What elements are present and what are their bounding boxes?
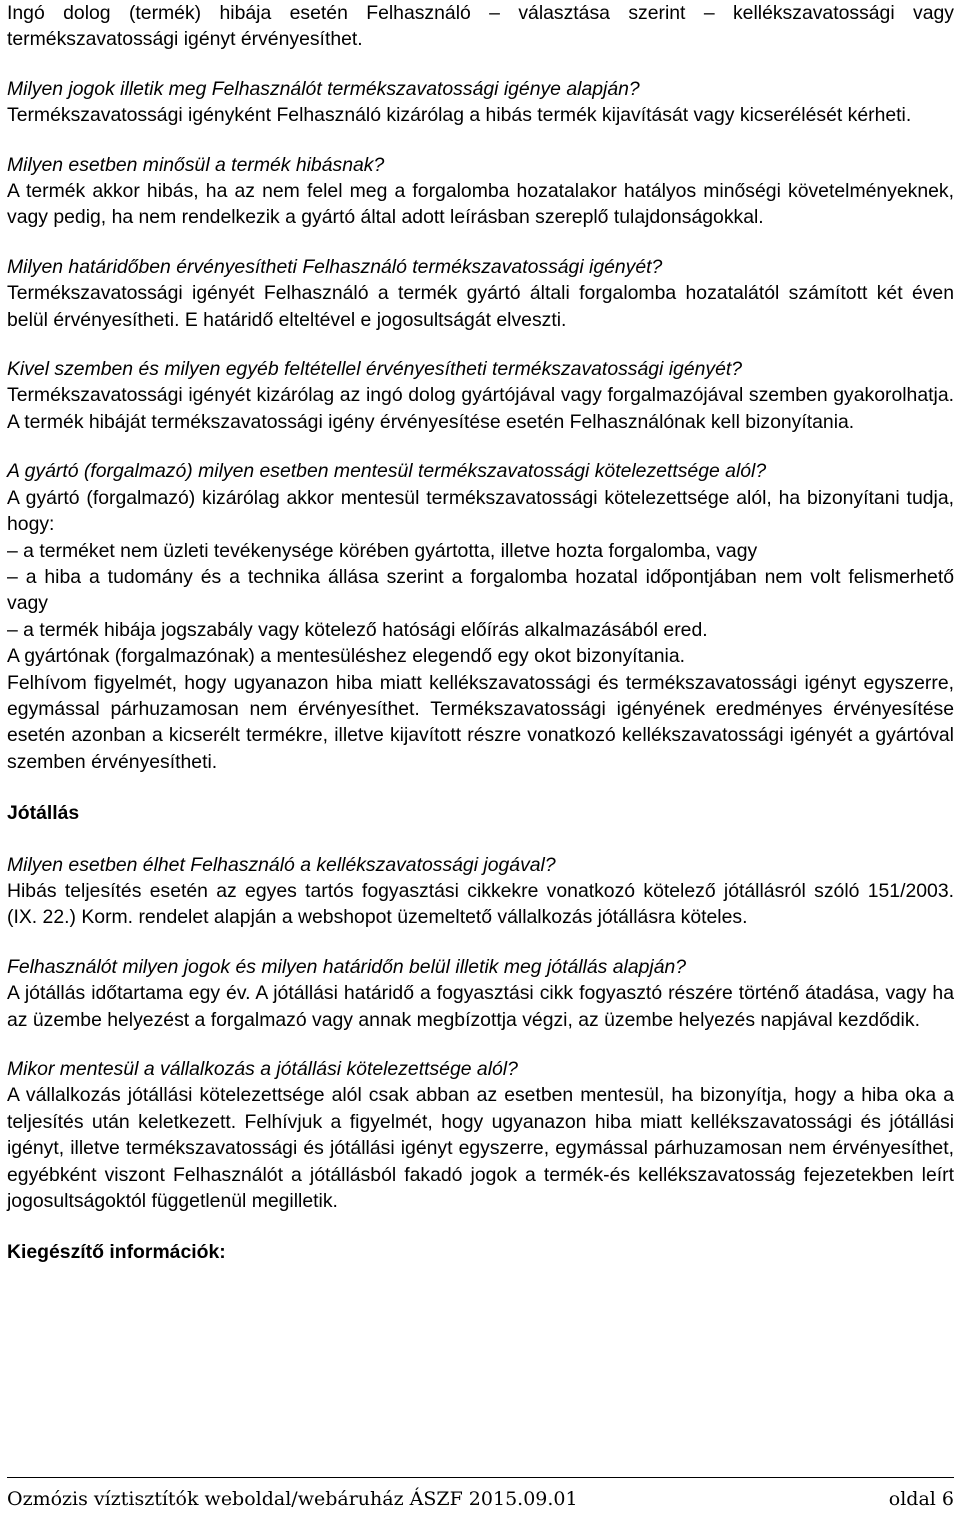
exemption-item: – a terméket nem üzleti tevékenysége körében gyártotta, illetve hozta forgalomba, vagy: [7, 539, 758, 562]
extra-info-heading: Kiegészítő információk:: [7, 1241, 226, 1264]
question-warranty-exemption: Mikor mentesül a vállalkozás a jótállási kötelezettsége alól?: [7, 1058, 518, 1080]
answer-against-whom: Termékszavatossági igényét kizárólag az ingó dolog gyártójával vagy forgalmazójával szemben gyakorolhatja. A termék hibáját termékszavatossági igény érvényesítése esetén Felhasználónak kell bizonyítania.: [7, 384, 954, 433]
intro-paragraph: Ingó dolog (termék) hibája esetén Felhasználó – választása szerint – kellékszavatossági vagy termékszavatossági igényt érvényesíthet.: [7, 2, 954, 51]
question-rights: Milyen jogok illetik meg Felhasználót termékszavatossági igénye alapján?: [7, 77, 640, 100]
page-number: oldal 6: [888, 1488, 954, 1510]
answer-rights: Termékszavatossági igényként Felhasználó kizárólag a hibás termék kijavítását vagy kicserélését kérheti.: [7, 104, 912, 127]
exemption-note: Felhívom figyelmét, hogy ugyanazon hiba miatt kellékszavatossági és termékszavatossági igényt egyszerre, egymással párhuzamosan nem érvényesíthet. Termékszavatossági igényének eredményes érvényesítése esetén azonban a kicserélt termékre, illetve kijavított részre vonatkozó kellékszavatossági igényét a gyártóval szemben érvényesítheti.: [7, 671, 954, 773]
exemption-tail: A gyártónak (forgalmazónak) a mentesüléshez elegendő egy okot bizonyítania.: [7, 645, 686, 668]
footer-title: Ozmózis víztisztítók weboldal/webáruház ÁSZF 2015.09.01: [7, 1488, 578, 1510]
question-warranty-rights: Felhasználót milyen jogok és milyen határidőn belül illetik meg jótállás alapján?: [7, 955, 687, 978]
exemption-item: – a hiba a tudomány és a technika állása szerint a forgalomba hozatal időpontjában nem volt felismerhető vagy: [7, 565, 954, 615]
answer-warranty-exemption: A vállalkozás jótállási kötelezettsége alól csak abban az esetben mentesül, ha bizonyítja, hogy a hiba oka a teljesítés után keletkezett. Felhívjuk a figyelmét, hogy ugyanazon hiba miatt kellékszavatossági és jótállási igényt, illetve termékszavatossági és jótállási igényt egyszerre, egymással párhuzamosan nem érvényesíthet, egyébként viszont Felhasználót a jótállásból fakadó jogok a termék-és kellékszavatosság fejezetekben leírt jogosultságoktól függetlenül megilletik.: [7, 1084, 954, 1213]
question-deadline: Milyen határidőben érvényesítheti Felhasználó termékszavatossági igényét?: [7, 255, 663, 278]
page-content: [7, 0, 954, 1291]
answer-deadline: Termékszavatossági igényét Felhasználó a termék gyártó általi forgalomba hozatalától számított két éven belül érvényesítheti. E határidő elteltével e jogosultságát elveszti.: [7, 282, 954, 331]
warranty-heading: Jótállás: [7, 802, 80, 825]
question-against-whom: Kivel szemben és milyen egyéb feltétellel érvényesítheti termékszavatossági igényét?: [7, 358, 743, 381]
question-exemption: A gyártó (forgalmazó) milyen esetben mentesül termékszavatossági kötelezettsége alól?: [7, 460, 767, 483]
answer-defective: A termék akkor hibás, ha az nem felel meg a forgalomba hozatalakor hatályos minőségi követelményeknek, vagy pedig, ha nem rendelkezik a gyártó által adott leírásban szereplő tulajdonságokkal.: [7, 180, 954, 229]
answer-warranty-rights: A jótállás időtartama egy év. A jótállási határidő a fogyasztási cikk fogyasztó részére történő átadása, vagy ha az üzembe helyezést a forgalmazó vagy annak megbízottja végzi, az üzembe helyezés napjával kezdődik.: [7, 982, 954, 1031]
exemption-item: – a termék hibája jogszabály vagy kötelező hatósági előírás alkalmazásából ered.: [7, 618, 708, 641]
question-warranty-claim: Milyen esetben élhet Felhasználó a kellékszavatossági jogával?: [7, 853, 556, 876]
page-footer: [7, 1488, 954, 1510]
footer-divider: [7, 1477, 954, 1478]
answer-warranty-claim: Hibás teljesítés esetén az egyes tartós fogyasztási cikkekre vonatkozó kötelező jótállásról szóló 151/2003. (IX. 22.) Korm. rendelet alapján a webshopot üzemeltető vállalkozás jótállásra köteles.: [7, 879, 954, 929]
answer-exemption-intro: A gyártó (forgalmazó) kizárólag akkor mentesül termékszavatossági kötelezettsége alól, ha bizonyítani tudja, hogy:: [7, 486, 954, 536]
question-defective: Milyen esetben minősül a termék hibásnak?: [7, 153, 385, 176]
